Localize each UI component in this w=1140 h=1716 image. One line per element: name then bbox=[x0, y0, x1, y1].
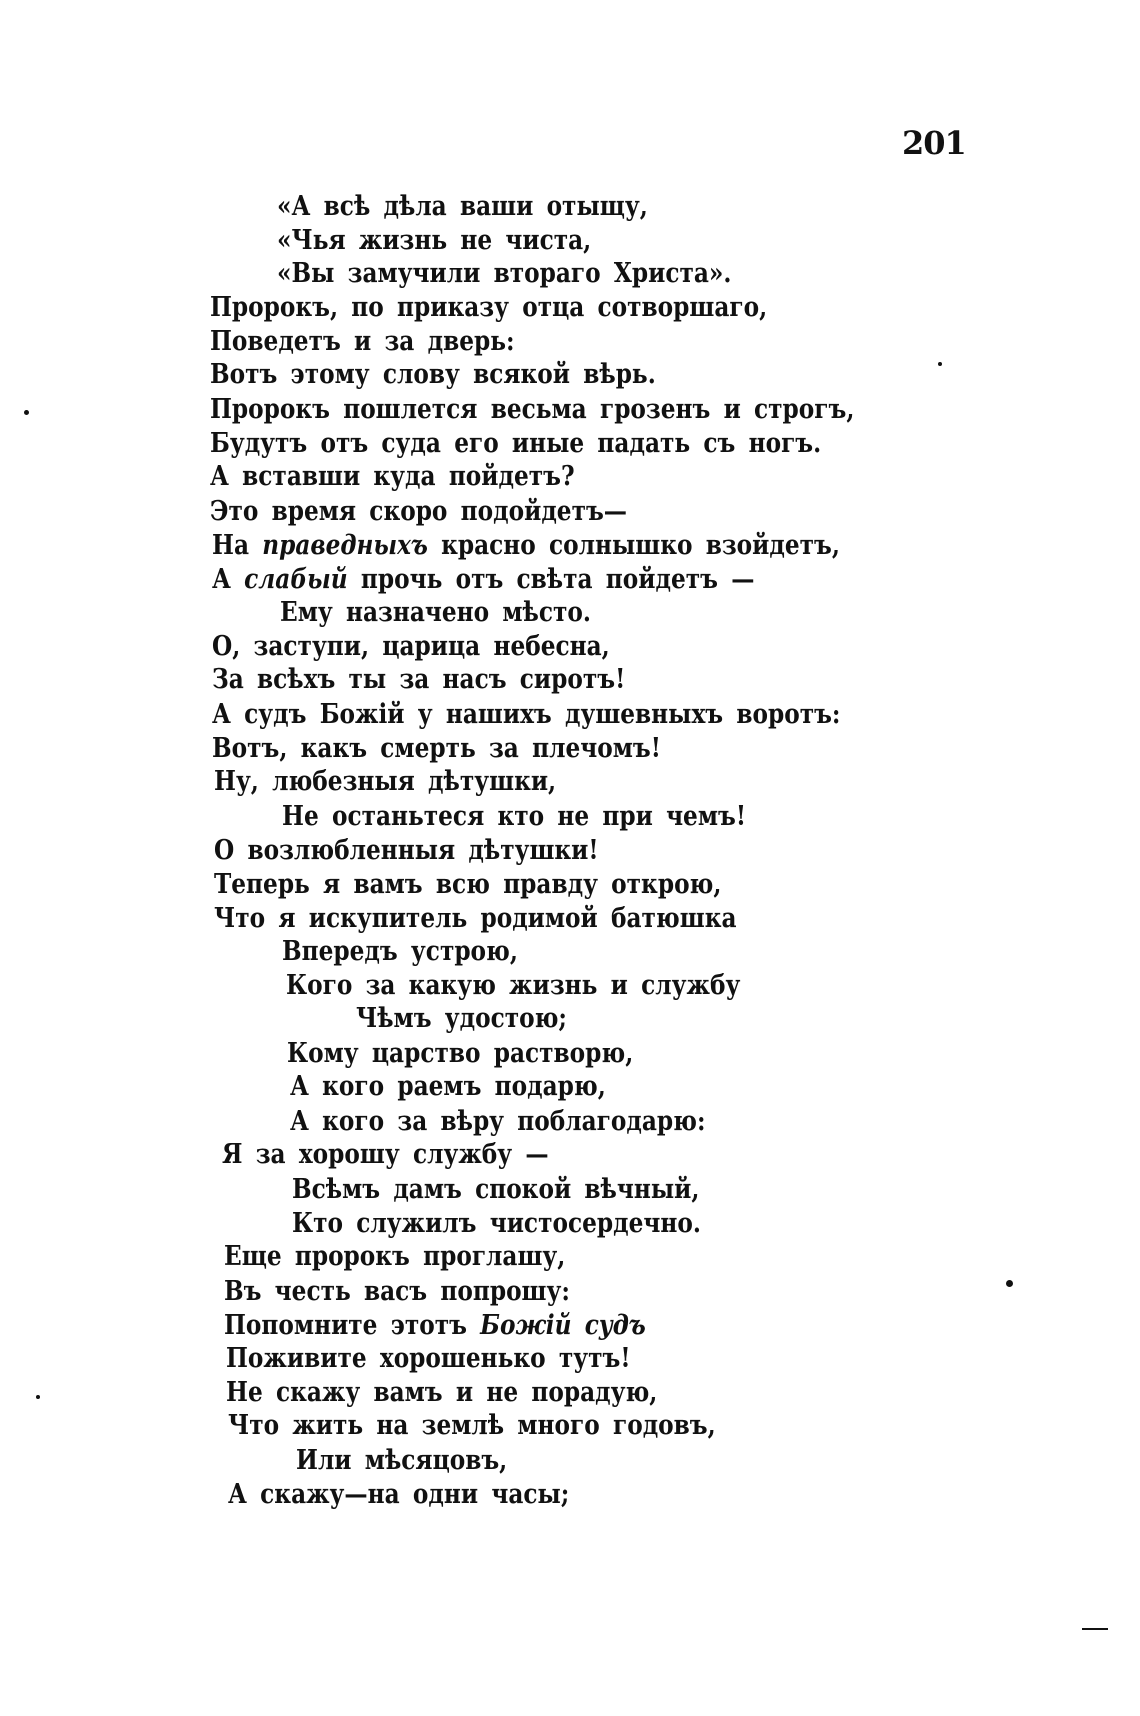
page-number: 201 bbox=[902, 124, 966, 162]
poem-line: Въ честь васъ попрошу: bbox=[224, 1276, 570, 1307]
poem-line: Вотъ, какъ смерть за плечомъ! bbox=[212, 733, 661, 764]
poem-line: Пророкъ, по приказу отца сотворшаго, bbox=[210, 292, 768, 323]
print-speck bbox=[1006, 1280, 1013, 1287]
poem-line: Поведетъ и за дверь: bbox=[210, 326, 515, 357]
poem-line: Не останьтеся кто не при чемъ! bbox=[282, 801, 747, 832]
poem-line: Всѣмъ дамъ спокой вѣчный, bbox=[292, 1174, 700, 1205]
poem-line: Еще пророкъ проглашу, bbox=[224, 1241, 566, 1272]
poem-line: А вставши куда пойдетъ? bbox=[210, 461, 575, 492]
line-emphasis: праведныхъ bbox=[262, 530, 428, 561]
poem-line: Поживите хорошенько тутъ! bbox=[226, 1343, 631, 1374]
poem-line: Ну, любезныя дѣтушки, bbox=[214, 766, 557, 797]
print-speck bbox=[36, 1395, 40, 1399]
poem-line: Или мѣсяцовъ, bbox=[296, 1445, 508, 1476]
poem-line: Я за хорошу службу — bbox=[222, 1139, 549, 1170]
poem-line: Чѣмъ удостою; bbox=[356, 1003, 567, 1034]
poem-line: Кто служилъ чистосердечно. bbox=[292, 1208, 701, 1239]
poem-line: Кого за какую жизнь и службу bbox=[286, 970, 741, 1001]
poem-line: О, заступи, царица небесна, bbox=[212, 631, 610, 662]
poem-line: Что я искупитель родимой батюшка bbox=[214, 903, 737, 934]
poem-line: Впередъ устрою, bbox=[282, 936, 518, 967]
poem-line: А скажу—на одни часы; bbox=[228, 1479, 570, 1510]
poem-line: А кого за вѣру поблагодарю: bbox=[290, 1106, 706, 1137]
poem-line: Это время скоро подойдетъ— bbox=[210, 496, 628, 527]
print-speck bbox=[24, 410, 29, 415]
line-text: На bbox=[212, 530, 263, 561]
poem-line: За всѣхъ ты за насъ сиротъ! bbox=[212, 664, 626, 695]
print-speck bbox=[938, 362, 942, 366]
line-emphasis: Божій судъ bbox=[480, 1310, 646, 1341]
print-rule bbox=[1082, 1628, 1108, 1630]
poem-line: Пророкъ пошлется весьма грозенъ и строгъ, bbox=[210, 394, 855, 425]
poem-line: Вотъ этому слову всякой вѣрь. bbox=[210, 359, 656, 390]
poem-line: О возлюбленныя дѣтушки! bbox=[214, 835, 599, 866]
line-text: красно солнышко взойдетъ, bbox=[427, 530, 840, 561]
poem-line: «Вы замучили втораго Христа». bbox=[277, 258, 732, 289]
line-emphasis: слабый bbox=[244, 564, 348, 595]
poem-line: А судъ Божій у нашихъ душевныхъ воротъ: bbox=[212, 699, 841, 730]
poem-line: «А всѣ дѣла ваши отыщу, bbox=[277, 191, 648, 222]
poem-line: Будутъ отъ суда его иные падать съ ногъ. bbox=[210, 428, 822, 459]
poem-line bbox=[212, 529, 840, 563]
line-text: прочь отъ свѣта пойдетъ — bbox=[347, 564, 755, 595]
poem-line bbox=[212, 563, 754, 597]
line-text: А bbox=[212, 564, 245, 595]
poem-line: А кого раемъ подарю, bbox=[290, 1071, 606, 1102]
poem-line: Ему назначено мѣсто. bbox=[280, 597, 591, 628]
poem-line: Не скажу вамъ и не порадую, bbox=[226, 1377, 658, 1408]
poem-line: Кому царство растворю, bbox=[287, 1038, 634, 1069]
poem-line: Что жить на землѣ много годовъ, bbox=[228, 1410, 716, 1441]
poem-line: Теперь я вамъ всю правду открою, bbox=[214, 869, 722, 900]
line-text: Попомните этотъ bbox=[224, 1310, 481, 1341]
poem-line: «Чья жизнь не чиста, bbox=[277, 225, 592, 256]
poem-line bbox=[224, 1309, 646, 1343]
